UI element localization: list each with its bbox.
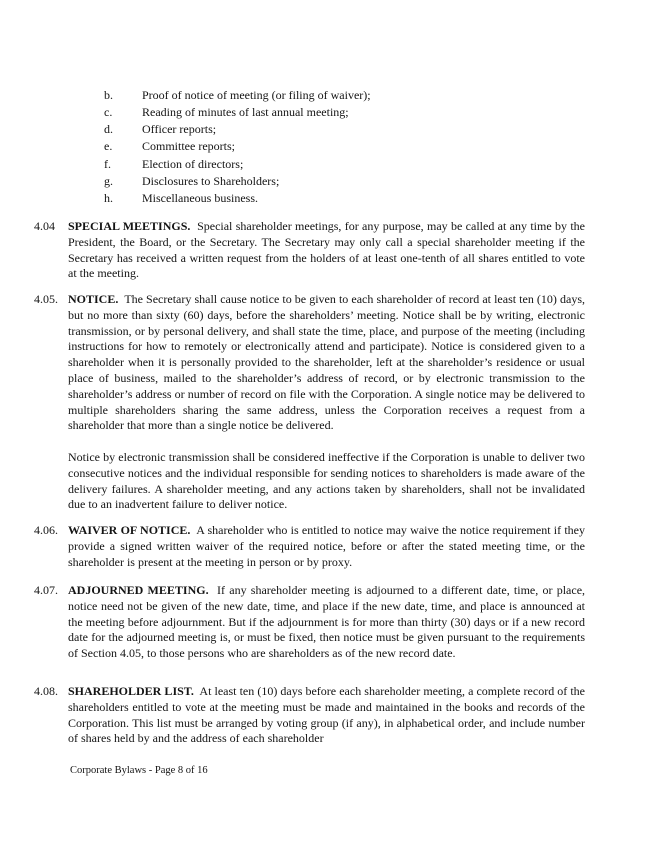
section-body: At least ten (10) days before each shareholder meeting, a complete record of the shareholders entitled to vote at the meeting must be made and maintained in the books and records of the Corporation. This list must be arranged by voting group (if any), in alphabetical order, and include number of shares held by and the address of each shareholder bbox=[68, 684, 586, 746]
section-paragraph-2: Notice by electronic transmission shall be considered ineffective if the Corporation is unable to deliver two consecutive notices and the individual responsible for sending notices to shareholders is made aware of the delivery failures. A shareholder meeting, and any actions taken by shareholders, shall not be invalidated due to an inadvertent failure to deliver notice. bbox=[68, 449, 585, 512]
section-paragraph bbox=[68, 523, 585, 570]
agenda-item-letter: g. bbox=[104, 174, 113, 188]
agenda-item-text: Committee reports; bbox=[142, 139, 235, 153]
agenda-item-letter: f. bbox=[104, 157, 111, 171]
section-title: WAIVER OF NOTICE. bbox=[68, 523, 191, 537]
section-number: 4.07. bbox=[34, 583, 58, 597]
agenda-item-letter: d. bbox=[104, 122, 113, 136]
section-number: 4.04 bbox=[34, 219, 55, 233]
section-paragraph bbox=[68, 219, 585, 282]
agenda-item-text: Proof of notice of meeting (or filing of waiver); bbox=[142, 88, 371, 102]
agenda-item-letter: b. bbox=[104, 88, 113, 102]
section-title: SHAREHOLDER LIST. bbox=[68, 684, 194, 698]
section-number: 4.05. bbox=[34, 292, 58, 306]
section-paragraph bbox=[68, 684, 585, 747]
section-paragraph bbox=[68, 583, 585, 662]
agenda-item-text: Miscellaneous business. bbox=[142, 191, 258, 205]
agenda-item-text: Election of directors; bbox=[142, 157, 244, 171]
agenda-item-text: Reading of minutes of last annual meeting; bbox=[142, 105, 349, 119]
section-body: If any shareholder meeting is adjourned to a different date, time, or place, notice need not be given of the new date, time, and place if the new date, time, and place is announced at the meeting before adjournment. But if the adjournment is for more than thirty (30) days or if a new record date for the adjourned meeting is, or must be fixed, then notice must be given pursuant to the requirements of Section 4.05, to those persons who are shareholders as of the new record date. bbox=[68, 583, 586, 661]
section-title: ADJOURNED MEETING. bbox=[68, 583, 209, 597]
section-4-08 bbox=[34, 684, 586, 747]
agenda-item-text: Officer reports; bbox=[142, 122, 217, 136]
agenda-item-letter: c. bbox=[104, 105, 113, 119]
section-paragraph bbox=[68, 292, 585, 434]
section-4-05 bbox=[34, 292, 585, 513]
page-footer: Corporate Bylaws - Page 8 of 16 bbox=[70, 765, 208, 776]
section-number: 4.06. bbox=[34, 523, 58, 537]
section-body: Special shareholder meetings, for any purpose, may be called at any time by the President, the Board, or the Secretary. The Secretary may only call a special shareholder meeting if the Secretary has received a written request from the holders of at least one-tenth of all shares entitled to vote at the meeting. bbox=[68, 219, 585, 281]
section-4-06 bbox=[34, 523, 586, 570]
section-title: NOTICE. bbox=[68, 292, 119, 306]
section-4-04 bbox=[34, 219, 585, 282]
section-body: A shareholder who is entitled to notice may waive the notice requirement if they provide a signed written waiver of the required notice, before or after the stated meeting time, or the shareholder is present at the meeting in person or by proxy. bbox=[68, 523, 586, 569]
section-body: The Secretary shall cause notice to be given to each shareholder of record at least ten (10) days, but no more than sixty (60) days, before the shareholders’ meeting. Notice shall be by writing, electronic transmission, or by personal delivery, and shall state the time, place, and purpose of the meeting (including instructions for how to remotely or electronically attend and participate). Notice is considered given to a shareholder when it is personally provided to the shareholder, left at the shareholder’s residence or usual place of business, mailed to the shareholder’s address of record, or by electronic transmission to the shareholder’s address or number of record on file with the Corporation. A single notice may be delivered to multiple shareholders sharing the same address, unless the Corporation receives a request from a shareholder that more than a single notice be delivered. bbox=[68, 292, 585, 433]
agenda-item-text: Disclosures to Shareholders; bbox=[142, 174, 280, 188]
section-title: SPECIAL MEETINGS. bbox=[68, 219, 191, 233]
section-number: 4.08. bbox=[34, 684, 58, 698]
agenda-item-letter: h. bbox=[104, 191, 113, 205]
section-4-07 bbox=[34, 583, 586, 662]
agenda-item-letter: e. bbox=[104, 139, 113, 153]
